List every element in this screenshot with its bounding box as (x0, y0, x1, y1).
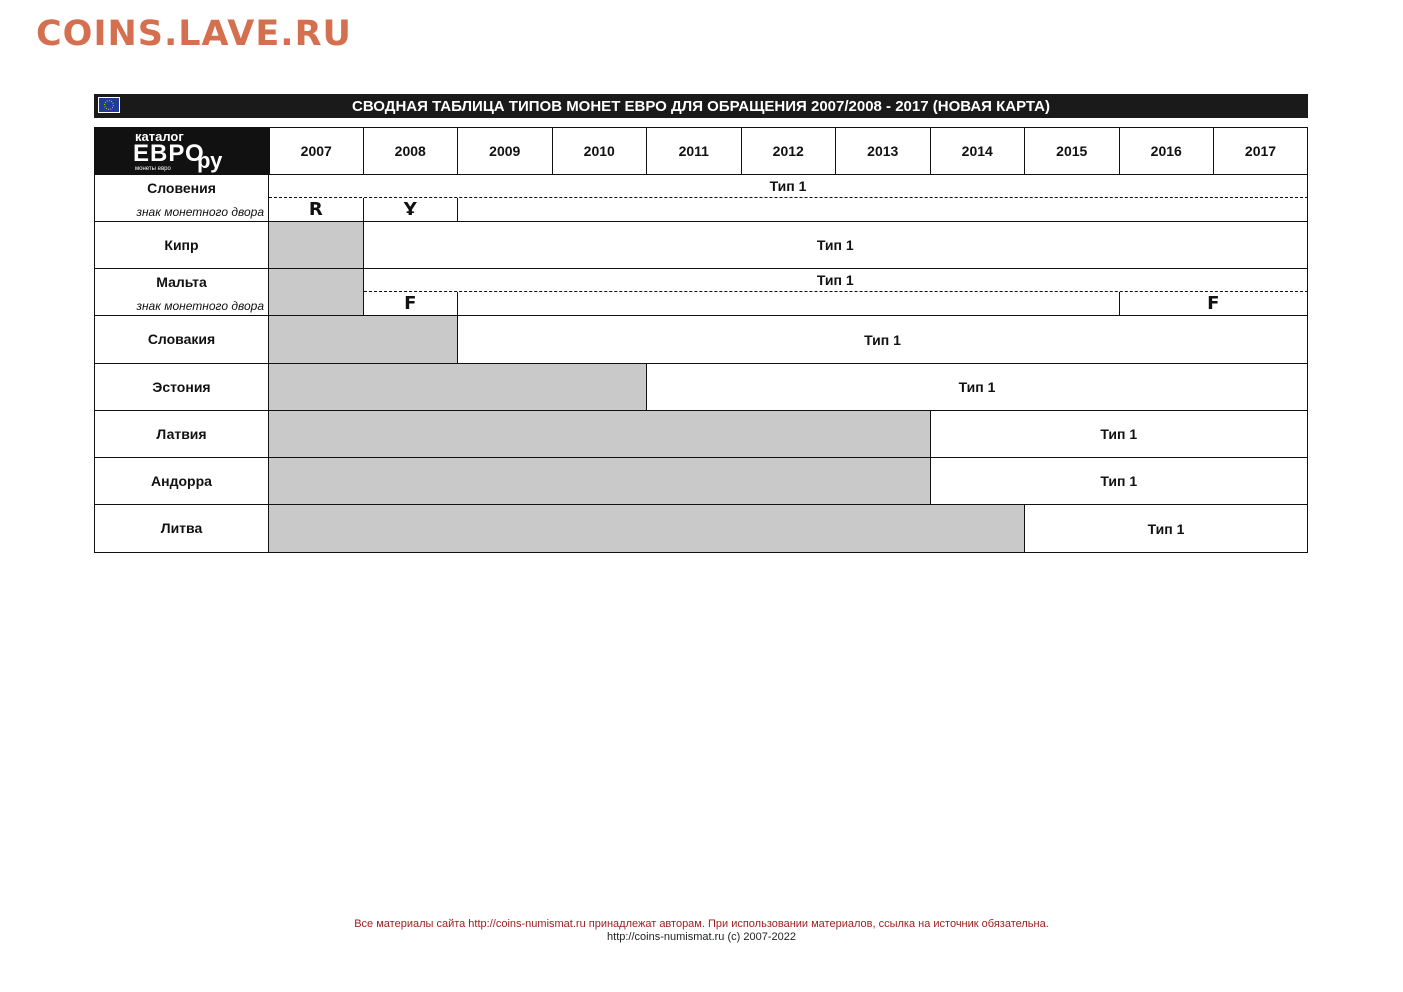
page-footer (0, 918, 1403, 944)
slovenia-mint-2007: R (269, 198, 364, 222)
cyprus-not-issued (269, 222, 364, 269)
table-title: СВОДНАЯ ТАБЛИЦА ТИПОВ МОНЕТ ЕВРО ДЛЯ ОБРАЩЕНИЯ 2007/2008 - 2017 (НОВАЯ КАРТА) (352, 97, 1050, 115)
slovakia-type-cell: Тип 1 (458, 316, 1308, 364)
year-header-2017: 2017 (1214, 127, 1308, 175)
logo-main-text: ЕВРО (133, 140, 205, 167)
slovenia-mint-empty (458, 198, 1308, 222)
malta-mint-empty (458, 292, 1120, 316)
logo-ru-text: ру (197, 148, 223, 173)
mint-mark-label: знак монетного двора (136, 205, 264, 219)
year-header-2013: 2013 (836, 127, 931, 175)
table-title-bar (94, 94, 1308, 118)
cyprus-type-cell: Тип 1 (364, 222, 1309, 269)
footer-site-credit: http://coins-numismat.ru (c) 2007-2022 (607, 931, 796, 943)
malta-mint-2016: F (1120, 292, 1309, 316)
country-cyprus (94, 222, 269, 269)
slovakia-not-issued (269, 316, 458, 364)
lithuania-type-cell: Тип 1 (1025, 505, 1308, 553)
footer-copyright-notice: Все материалы сайта http://coins-numismat.ru принадлежат авторам. При использовании материалов, ссылка на источник обязательна. (354, 918, 1049, 930)
country-slovenia (94, 175, 269, 222)
andorra-not-issued (269, 458, 931, 505)
country-slovakia (94, 316, 269, 364)
country-name: Эстония (152, 379, 211, 395)
year-header-2015: 2015 (1025, 127, 1120, 175)
country-name: Литва (160, 520, 203, 536)
country-name: Мальта (156, 274, 207, 290)
country-name: Латвия (156, 426, 207, 442)
country-lithuania (94, 505, 269, 553)
logo-top-text: каталог (135, 129, 184, 144)
coin-type-table (94, 127, 1308, 553)
logo-sub-text: монеты евро (135, 166, 171, 172)
malta-type-cell: Тип 1 (364, 269, 1309, 292)
country-estonia (94, 364, 269, 411)
year-header-2012: 2012 (742, 127, 837, 175)
country-name: Андорра (151, 473, 212, 489)
year-header-2010: 2010 (553, 127, 648, 175)
slovenia-type-cell: Тип 1 (269, 175, 1308, 198)
year-header-2014: 2014 (931, 127, 1026, 175)
lithuania-not-issued (269, 505, 1025, 553)
country-name: Словения (147, 180, 216, 196)
latvia-type-cell: Тип 1 (931, 411, 1309, 458)
eu-flag-icon (98, 97, 120, 113)
malta-mint-2008: F (364, 292, 459, 316)
mint-mark-label: знак монетного двора (136, 299, 264, 313)
country-name: Словакия (147, 331, 216, 347)
catalog-logo (94, 127, 269, 175)
year-header-2007: 2007 (269, 127, 364, 175)
year-header-2016: 2016 (1120, 127, 1215, 175)
andorra-type-cell: Тип 1 (931, 458, 1309, 505)
malta-not-issued (269, 269, 364, 316)
estonia-type-cell: Тип 1 (647, 364, 1308, 411)
country-malta (94, 269, 269, 316)
country-latvia (94, 411, 269, 458)
year-header-2008: 2008 (364, 127, 459, 175)
site-watermark: COINS.LAVE.RU (36, 14, 352, 54)
year-header-2009: 2009 (458, 127, 553, 175)
country-andorra (94, 458, 269, 505)
country-name: Кипр (164, 237, 199, 253)
year-header-2011: 2011 (647, 127, 742, 175)
estonia-not-issued (269, 364, 647, 411)
latvia-not-issued (269, 411, 931, 458)
slovenia-mint-2008: Ұ (364, 198, 459, 222)
